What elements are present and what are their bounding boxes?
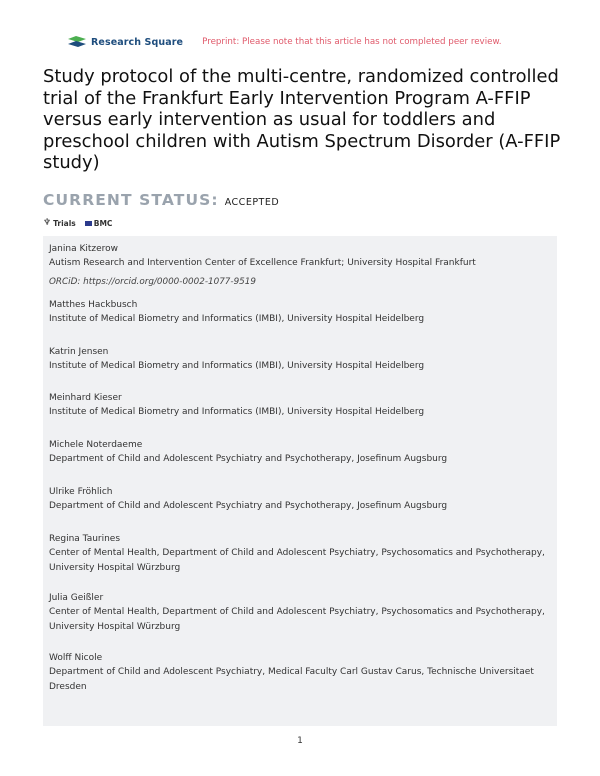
author-entry bbox=[49, 242, 551, 289]
author-name: Matthes Hackbusch bbox=[49, 299, 138, 310]
research-square-logo[interactable] bbox=[67, 35, 183, 49]
author-entry bbox=[49, 438, 551, 467]
trials-icon: ♆ bbox=[43, 218, 52, 228]
author-affiliation: Autism Research and Intervention Center of Excellence Frankfurt; University Hospital Frankfurt bbox=[49, 258, 476, 268]
author-affiliation: Institute of Medical Biometry and Informatics (IMBI), University Hospital Heidelberg bbox=[49, 360, 425, 371]
author-entry bbox=[49, 391, 551, 420]
author-name: Katrin Jensen bbox=[49, 346, 109, 357]
status-label: CURRENT STATUS: bbox=[43, 191, 219, 209]
publisher-name[interactable]: BMC bbox=[93, 218, 113, 228]
brand-name: Research Square bbox=[91, 36, 184, 48]
author-name: Janina Kitzerow bbox=[49, 244, 119, 254]
author-entry bbox=[49, 591, 551, 635]
author-affiliation: Department of Child and Adolescent Psychiatry and Psychotherapy, Josefinum Augsburg bbox=[49, 454, 448, 465]
author-affiliation: Institute of Medical Biometry and Informatics (IMBI), University Hospital Heidelberg bbox=[49, 313, 425, 324]
author-name: Meinhard Kieser bbox=[49, 393, 122, 404]
author-orcid[interactable]: ORCiD: https://orcid.org/0000-0002-1077-9519 bbox=[49, 276, 256, 287]
author-affiliation: Department of Child and Adolescent Psychiatry and Psychotherapy, Josefinum Augsburg bbox=[49, 500, 448, 511]
header bbox=[67, 35, 502, 49]
author-list bbox=[43, 236, 557, 726]
author-name: Wolff Nicole bbox=[49, 652, 103, 663]
author-entry bbox=[49, 532, 551, 576]
author-affiliation: Department of Child and Adolescent Psychiatry, Medical Faculty Carl Gustav Carus, Technische Universitaet Dresden bbox=[49, 666, 534, 692]
author-entry bbox=[49, 485, 551, 514]
author-name: Julia Geißler bbox=[49, 593, 104, 604]
author-entry bbox=[49, 651, 551, 695]
journal-name[interactable]: Trials bbox=[53, 218, 76, 228]
author-affiliation: Center of Mental Health, Department of Child and Adolescent Psychiatry, Psychosomatics and Psychotherapy, University Hospital Würzburg bbox=[49, 547, 545, 573]
journal-row bbox=[43, 218, 112, 228]
status-value: ACCEPTED bbox=[224, 197, 280, 208]
bmc-icon bbox=[85, 221, 92, 226]
preprint-notice: Preprint: Please note that this article has not completed peer review. bbox=[202, 37, 502, 47]
page-number: 1 bbox=[297, 736, 303, 746]
author-name: Michele Noterdaeme bbox=[49, 440, 143, 451]
article-title: Study protocol of the multi-centre, randomized controlled trial of the Frankfurt Early Intervention Program A-FFIP versus early intervention as usual for toddlers and preschool children with Autism Spectrum Disorder (A-FFIP study) bbox=[43, 66, 561, 174]
author-name: Ulrike Fröhlich bbox=[49, 486, 113, 497]
current-status bbox=[43, 191, 279, 209]
author-affiliation: Center of Mental Health, Department of Child and Adolescent Psychiatry, Psychosomatics and Psychotherapy, University Hospital Würzburg bbox=[49, 607, 545, 633]
author-entry bbox=[49, 345, 551, 374]
research-square-logo-icon bbox=[67, 35, 87, 49]
author-entry bbox=[49, 298, 551, 327]
author-affiliation: Institute of Medical Biometry and Informatics (IMBI), University Hospital Heidelberg bbox=[49, 407, 425, 418]
author-name: Regina Taurines bbox=[49, 533, 121, 544]
